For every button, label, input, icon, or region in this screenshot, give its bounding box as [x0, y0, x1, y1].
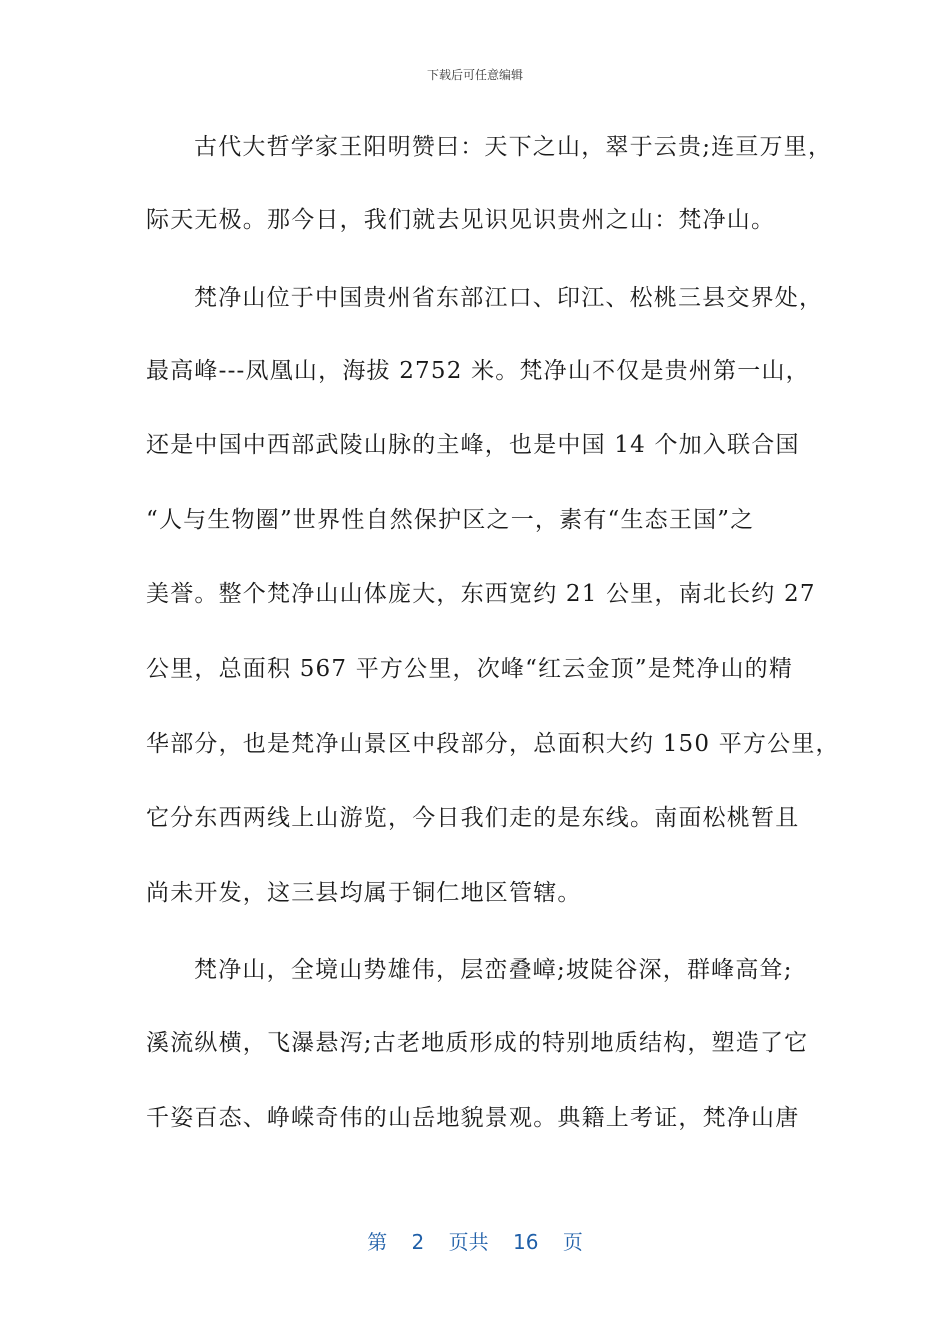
paragraph-line: 尚未开发，这三县均属于铜仁地区管辖。 [146, 880, 582, 906]
paragraph-line: 美誉。整个梵净山山体庞大，东西宽约 21 公里，南北长约 27 [146, 581, 816, 607]
footer-page-number: 2 [411, 1230, 425, 1254]
paragraph-line: 华部分，也是梵净山景区中段部分，总面积大约 150 平方公里， [146, 731, 840, 757]
footer-prefix: 第 [367, 1230, 388, 1254]
paragraph-line: 还是中国中西部武陵山脉的主峰，也是中国 14 个加入联合国 [146, 432, 800, 458]
footer-middle: 页共 [448, 1230, 489, 1254]
footer-total-pages: 16 [513, 1230, 539, 1254]
page-header: 下载后可任意编辑 [426, 68, 523, 82]
paragraph-line: 际天无极。那今日，我们就去见识见识贵州之山：梵净山。 [146, 207, 776, 233]
paragraph-line: 最高峰---凤凰山，海拔 2752 米。梵净山不仅是贵州第一山， [146, 358, 810, 384]
page-footer [0, 1226, 950, 1255]
paragraph-line: 它分东西两线上山游览，今日我们走的是东线。南面松桃暂且 [146, 805, 800, 831]
paragraph-line: 溪流纵横，飞瀑悬泻;古老地质形成的特别地质结构，塑造了它 [146, 1030, 809, 1056]
paragraph-line: 古代大哲学家王阳明赞曰：天下之山，翠于云贵;连亘万里， [194, 134, 833, 160]
paragraph-line: “人与生物圈”世界性自然保护区之一，素有“生态王国”之 [146, 507, 755, 533]
paragraph-line: 梵净山，全境山势雄伟，层峦叠嶂;坡陡谷深，群峰高耸; [194, 957, 793, 983]
paragraph-line: 公里，总面积 567 平方公里，次峰“红云金顶”是梵净山的精 [146, 656, 794, 682]
paragraph-line: 梵净山位于中国贵州省东部江口、印江、松桃三县交界处， [194, 285, 824, 311]
paragraph-line: 千姿百态、峥嵘奇伟的山岳地貌景观。典籍上考证，梵净山唐 [146, 1105, 800, 1131]
footer-suffix: 页 [562, 1230, 583, 1254]
